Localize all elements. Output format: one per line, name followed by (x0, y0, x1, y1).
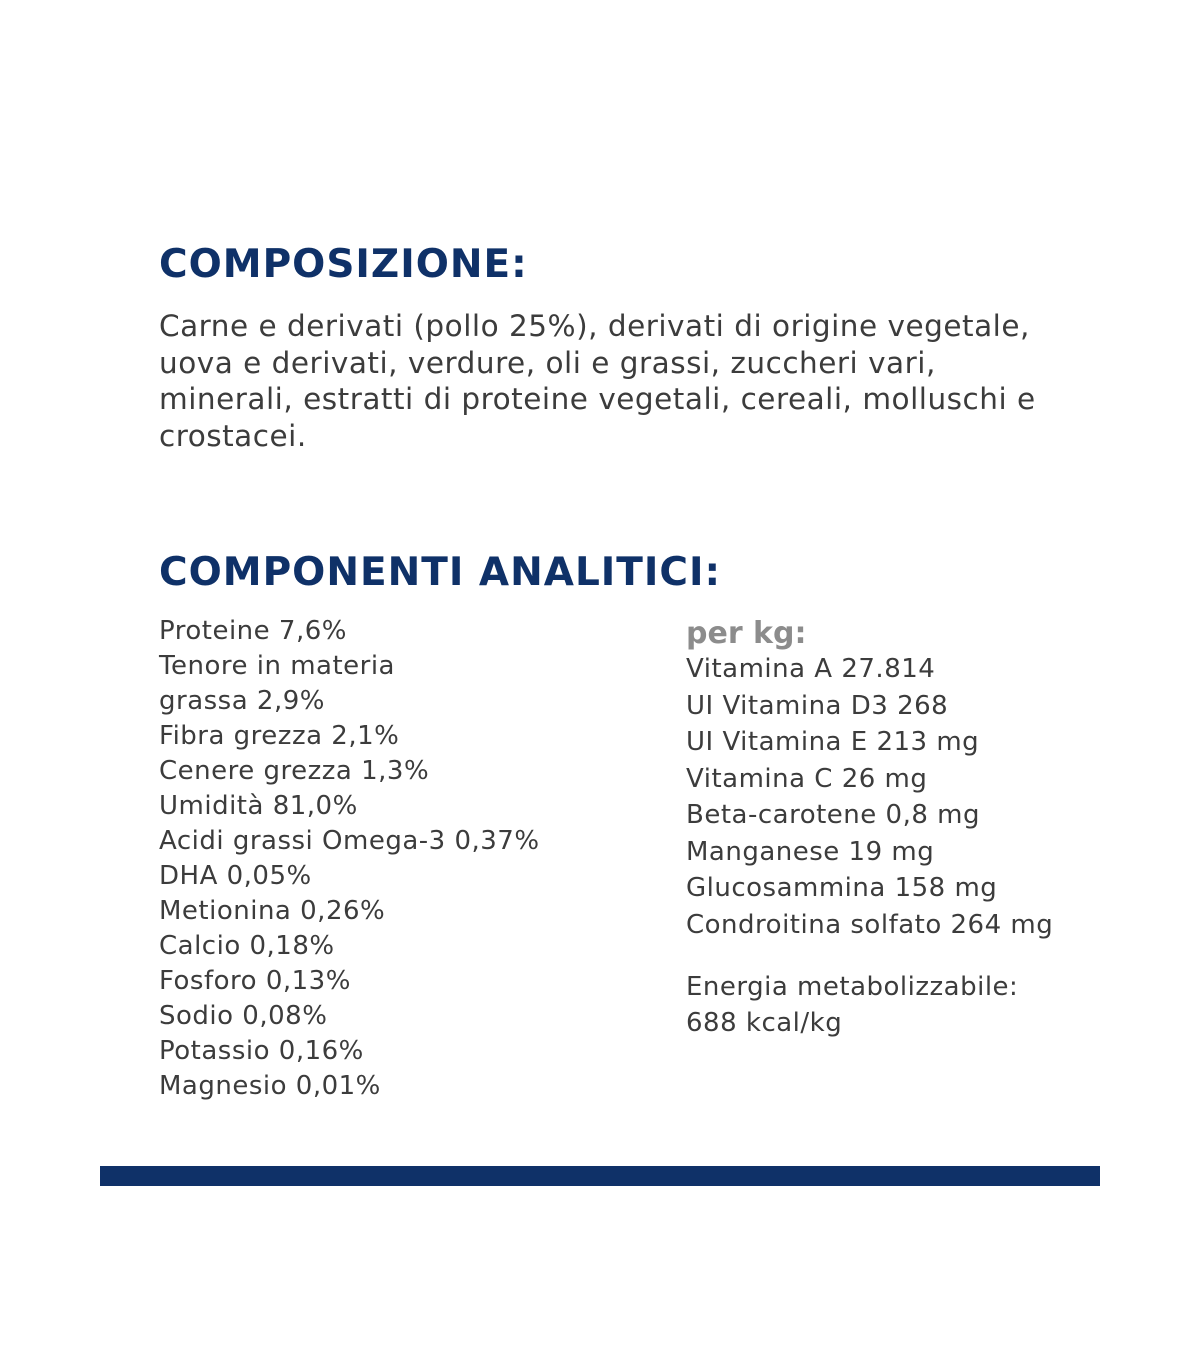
list-item: Fosforo 0,13% (159, 966, 351, 996)
analytical-heading: COMPONENTI ANALITICI: (159, 550, 722, 595)
per-kg-label: per kg: (686, 616, 807, 651)
list-item: Manganese 19 mg (686, 836, 935, 867)
list-item: Metionina 0,26% (159, 896, 386, 926)
list-item: Beta-carotene 0,8 mg (686, 800, 980, 830)
list-item: Sodio 0,08% (159, 1001, 328, 1031)
list-item: Magnesio 0,01% (159, 1071, 381, 1101)
energy-label: Energia metabolizzabile: (686, 972, 1019, 1002)
list-item: Potassio 0,16% (159, 1036, 364, 1066)
list-item: Vitamina C 26 mg (686, 763, 928, 794)
list-item: Fibra grezza 2,1% (159, 721, 400, 751)
list-item: Tenore in materia (159, 651, 395, 681)
energy-value: 688 kcal/kg (686, 1008, 843, 1038)
list-item: Condroitina solfato 264 mg (686, 909, 1054, 940)
energy-block (686, 969, 1018, 1041)
list-item: DHA 0,05% (159, 861, 312, 891)
footer-divider-bar (100, 1166, 1100, 1186)
list-item: Umidità 81,0% (159, 791, 358, 821)
list-item: Vitamina A 27.814 (686, 654, 936, 684)
list-item: Cenere grezza 1,3% (159, 756, 430, 786)
list-item: Calcio 0,18% (159, 931, 335, 961)
analytical-list-right (686, 651, 1053, 943)
list-item: Proteine 7,6% (159, 616, 347, 646)
list-item: Acidi grassi Omega-3 0,37% (159, 826, 540, 856)
list-item: Glucosammina 158 mg (686, 873, 998, 903)
composition-heading: COMPOSIZIONE: (159, 242, 528, 287)
list-item: grassa 2,9% (159, 686, 325, 716)
list-item: UI Vitamina D3 268 (686, 690, 949, 721)
list-item: UI Vitamina E 213 mg (686, 727, 980, 757)
analytical-list-left (159, 614, 540, 1104)
composition-text: Carne e derivati (pollo 25%), derivati di origine vegetale, uova e derivati, verdure, oli e grassi, zuccheri vari, minerali, estratti di proteine vegetali, cereali, molluschi e crostacei. (159, 309, 1036, 453)
